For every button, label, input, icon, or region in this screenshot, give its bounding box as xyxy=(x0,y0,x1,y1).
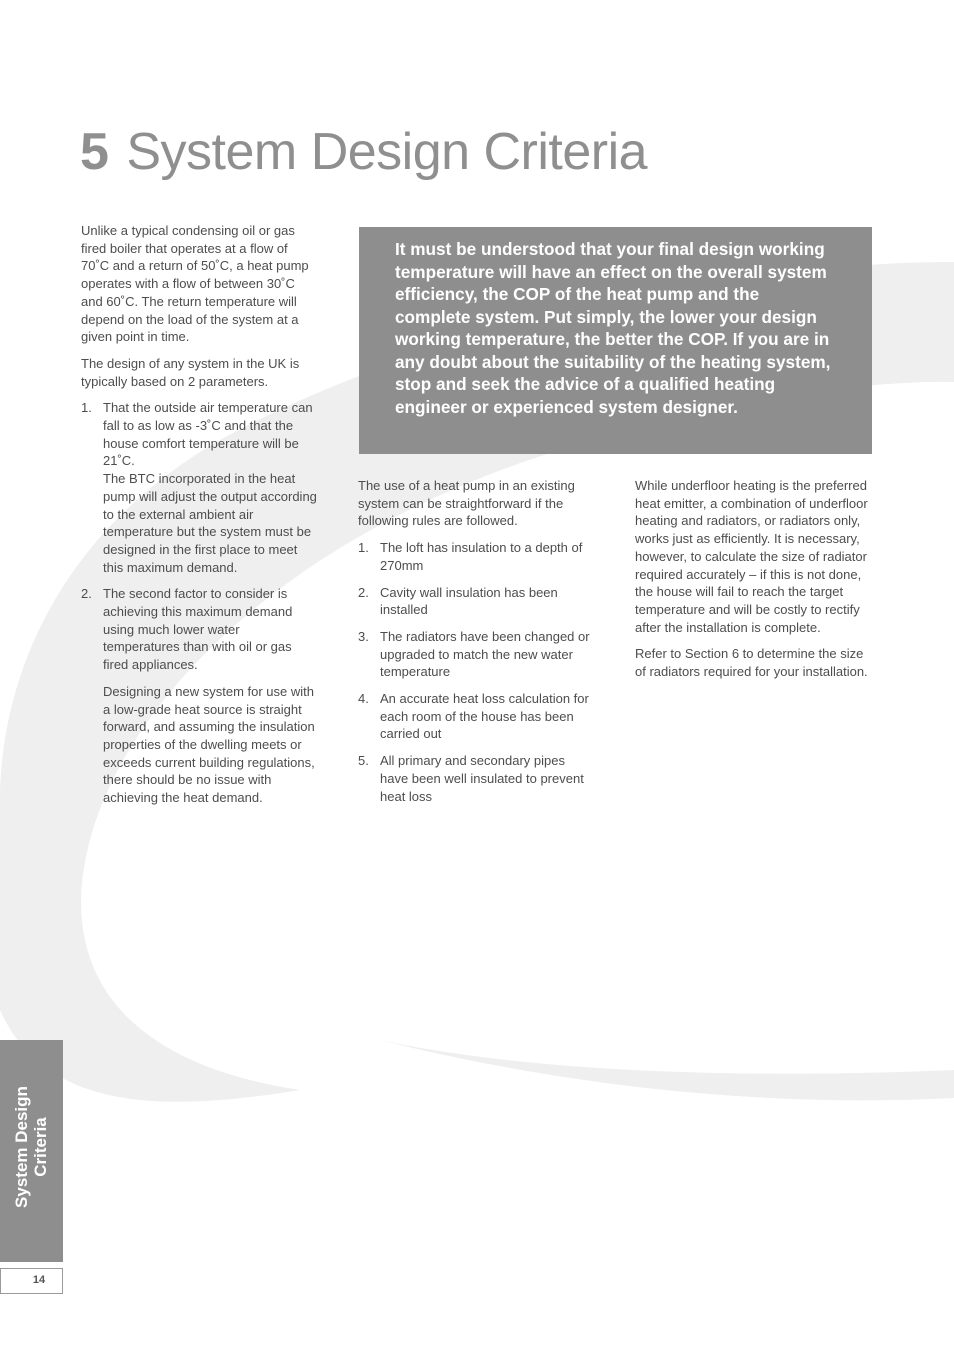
page-number: 14 xyxy=(32,1274,46,1286)
list-number: 2. xyxy=(81,586,92,602)
list-item xyxy=(81,585,317,806)
section-number: 5 xyxy=(80,123,109,181)
right-column xyxy=(635,477,875,690)
list-item xyxy=(358,584,594,619)
list-item-text: An accurate heat loss calculation for each room of the house has been carried out xyxy=(380,691,589,742)
intro-paragraph: Unlike a typical condensing oil or gas fired boiler that operates at a flow of 70˚C and a return of 50˚C, a heat pump operates with a flow of between 30˚C and 60˚C. The return temperature will depend on the load of the system at a given point in time. xyxy=(81,223,309,345)
list-number: 5. xyxy=(358,753,369,769)
list-item-text: The BTC incorporated in the heat pump will adjust the output according to the external ambient air temperature but the system must be designed in the first place to meet this maximum demand. xyxy=(103,471,317,575)
design-parameters-list xyxy=(81,399,317,806)
list-item-text: The radiators have been changed or upgraded to match the new water temperature xyxy=(380,628,590,680)
side-tab-line: System Design xyxy=(12,1086,31,1208)
list-item-text: That the outside air temperature can fall to as low as -3˚C and that the house comfort temperature will be 21˚C. xyxy=(103,400,313,469)
list-number: 1. xyxy=(81,400,92,416)
list-item-text: All primary and secondary pipes have been well insulated to prevent heat loss xyxy=(380,753,584,804)
swoosh-band xyxy=(380,1040,954,1100)
list-item-text: Designing a new system for use with a low-grade heat source is straight forward, and assuming the insulation properties of the dwelling meets or exceeds current building regulations, there should be no issue with achieving the heat demand. xyxy=(103,683,315,806)
list-item-text: The loft has insulation to a depth of 270mm xyxy=(380,540,583,573)
section-title-text: System Design Criteria xyxy=(126,123,648,181)
page-number-box xyxy=(0,1268,63,1294)
parameters-paragraph: The design of any system in the UK is typically based on 2 parameters. xyxy=(81,355,300,389)
left-column xyxy=(81,222,317,816)
list-number: 1. xyxy=(358,540,369,556)
page-title xyxy=(80,122,647,182)
underfloor-paragraph: While underfloor heating is the preferred heat emitter, a combination of underfloor heating and radiators, or radiators only, works just as efficiently. It is necessary, however, to calculate the size of radiator required accurately – if this is not done, the house will fail to reach the target temperature and will be costly to rectify after the installation is complete. xyxy=(635,478,868,635)
list-item xyxy=(358,752,594,805)
side-section-tab xyxy=(0,1040,63,1262)
callout-box xyxy=(359,227,872,454)
list-item xyxy=(358,539,594,574)
side-tab-line: Criteria xyxy=(31,1117,50,1177)
list-item xyxy=(81,399,317,576)
side-tab-label xyxy=(12,1057,50,1237)
list-item-text: The second factor to consider is achieving this maximum demand using much lower water temperatures than with oil or gas fired appliances. xyxy=(103,586,293,673)
rules-list xyxy=(358,539,594,805)
list-number: 4. xyxy=(358,691,369,707)
list-number: 3. xyxy=(358,628,369,644)
list-item-text: Cavity wall insulation has been installed xyxy=(380,584,558,618)
list-item xyxy=(358,628,594,681)
callout-text: It must be understood that your final design working temperature will have an effect on the overall system efficiency, the COP of the heat pump and the complete system. Put simply, the lower your design working temperature, the better the COP. If you are in any doubt about the suitability of the heating system, stop and seek the advice of a qualified heating engineer or experienced system designer. xyxy=(395,239,831,417)
list-number: 2. xyxy=(358,584,369,600)
existing-system-intro: The use of a heat pump in an existing system can be straightforward if the following rules are followed. xyxy=(358,478,575,529)
middle-column xyxy=(358,477,594,814)
list-item xyxy=(358,690,594,743)
section-reference-paragraph: Refer to Section 6 to determine the size of radiators required for your installation. xyxy=(635,646,868,680)
